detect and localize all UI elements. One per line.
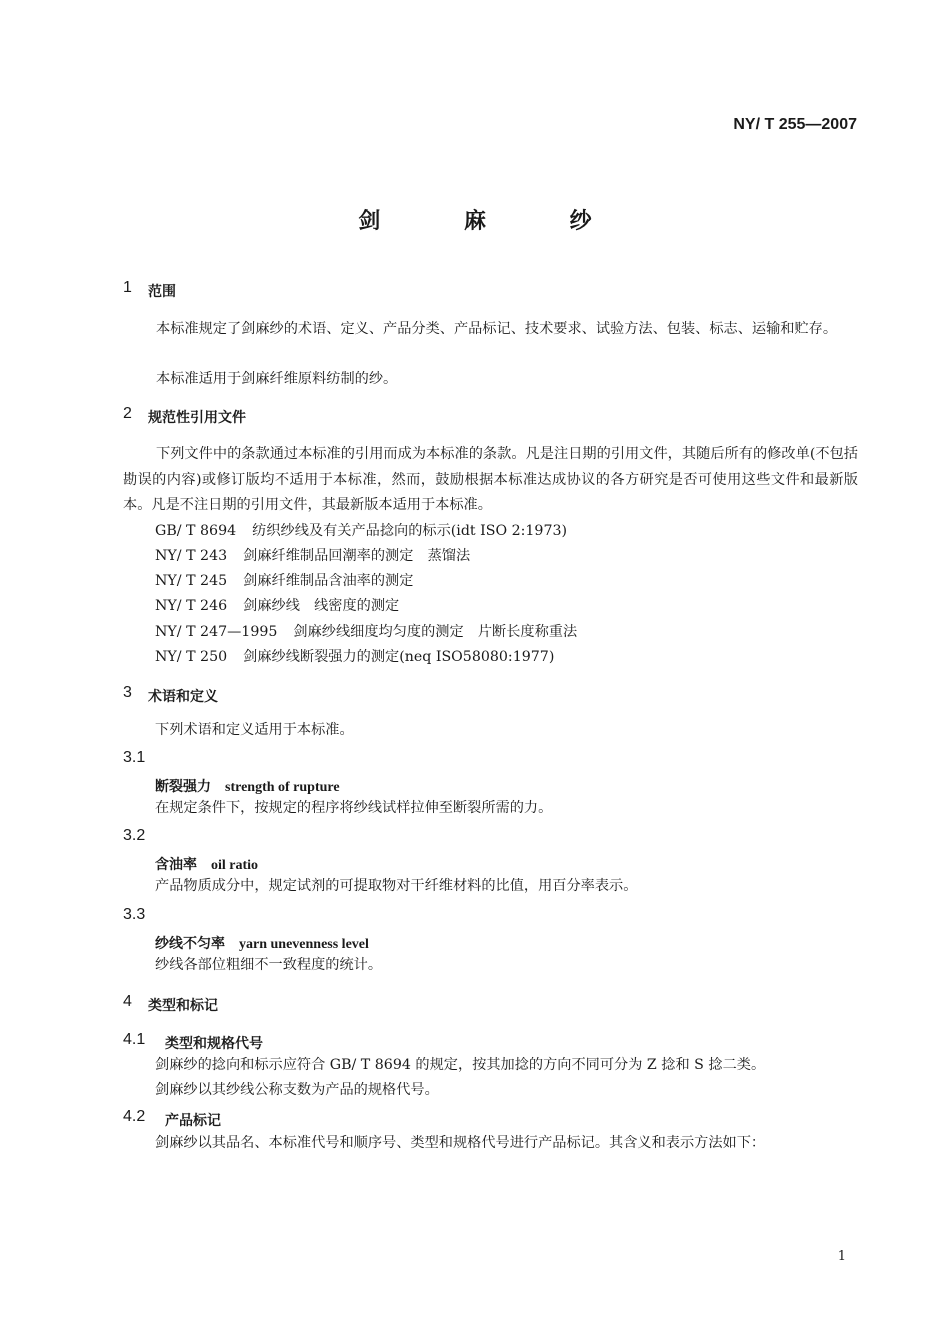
reference-title: 剑麻纤维制品回潮率的测定 蒸馏法 bbox=[243, 548, 471, 564]
reference-code: NY/ T 246 bbox=[155, 598, 228, 614]
paragraph: 剑麻纱以其品名、本标准代号和顺序号、类型和规格代号进行产品标记。其含义和表示方法如下： bbox=[155, 1135, 766, 1151]
reference-code: NY/ T 243 bbox=[155, 548, 228, 564]
reference-code: NY/ T 247—1995 bbox=[155, 624, 278, 640]
page-number: 1 bbox=[837, 1249, 846, 1264]
paragraph: 剑麻纱的捻向和标示应符合 GB/ T 8694 的规定，按其加捻的方向不同可分为 Z 捻和 S 捻二类。 bbox=[155, 1057, 766, 1073]
subsection-number: 4.1 bbox=[123, 1031, 146, 1048]
paragraph: 本标准适用于剑麻纤维原料纺制的纱。 bbox=[156, 371, 398, 387]
subsection-title: 产品标记 bbox=[165, 1113, 221, 1129]
subsection-number: 4.2 bbox=[123, 1108, 146, 1125]
section-number: 2 bbox=[123, 405, 132, 422]
term-definition: 在规定条件下，按规定的程序将纱线试样拉伸至断裂所需的力。 bbox=[155, 800, 553, 816]
term-entry bbox=[155, 933, 369, 953]
term-entry bbox=[155, 776, 340, 796]
reference-item bbox=[155, 621, 577, 641]
section-title: 规范性引用文件 bbox=[148, 410, 246, 426]
reference-item bbox=[155, 570, 413, 590]
term-chinese: 含油率 bbox=[155, 857, 197, 873]
section-title: 类型和标记 bbox=[148, 998, 218, 1014]
subsection-number: 3.1 bbox=[123, 749, 146, 766]
paragraph: 下列术语和定义适用于本标准。 bbox=[155, 722, 354, 738]
reference-item bbox=[155, 545, 470, 565]
term-chinese: 断裂强力 bbox=[155, 779, 211, 795]
term-entry bbox=[155, 854, 258, 874]
subsection-number: 3.3 bbox=[123, 906, 146, 923]
section-number: 1 bbox=[123, 279, 132, 296]
reference-code: GB/ T 8694 bbox=[155, 523, 237, 539]
subsection-title: 类型和规格代号 bbox=[165, 1036, 263, 1052]
paragraph: 本标准规定了剑麻纱的术语、定义、产品分类、产品标记、技术要求、试验方法、包装、标志、运输和贮存。 bbox=[156, 321, 838, 337]
term-definition: 产品物质成分中，规定试剂的可提取物对干纤维材料的比值，用百分率表示。 bbox=[155, 878, 638, 894]
reference-item bbox=[155, 646, 554, 666]
reference-code: NY/ T 245 bbox=[155, 573, 228, 589]
document-title: 剑 麻 纱 bbox=[358, 209, 630, 234]
section-number: 4 bbox=[123, 993, 132, 1010]
reference-item bbox=[155, 520, 567, 540]
paragraph: 下列文件中的条款通过本标准的引用而成为本标准的条款。凡是注日期的引用文件，其随后所有的修改单(不包括勘误的内容)或修订版均不适用于本标准，然而，鼓励根据本标准达成协议的各方研究是否可使用这些文件和最新版本。凡是不注日期的引用文件，其最新版本适用于本标准。 bbox=[123, 446, 858, 513]
reference-title: 纺织纱线及有关产品捻向的标示(idt ISO 2:1973) bbox=[252, 523, 568, 539]
section-number: 3 bbox=[123, 684, 132, 701]
term-english: strength of rupture bbox=[225, 780, 340, 795]
paragraph: 剑麻纱以其纱线公称支数为产品的规格代号。 bbox=[155, 1082, 439, 1098]
term-english: yarn unevenness level bbox=[239, 937, 369, 952]
term-chinese: 纱线不匀率 bbox=[155, 936, 225, 952]
reference-code: NY/ T 250 bbox=[155, 649, 228, 665]
section-title: 范围 bbox=[148, 284, 176, 300]
subsection-number: 3.2 bbox=[123, 827, 146, 844]
reference-title: 剑麻纱线断裂强力的测定(neq ISO58080:1977) bbox=[243, 649, 555, 665]
term-definition: 纱线各部位粗细不一致程度的统计。 bbox=[155, 957, 383, 973]
reference-title: 剑麻纱线细度均匀度的测定 片断长度称重法 bbox=[293, 624, 578, 640]
standard-code: NY/ T 255—2007 bbox=[733, 116, 857, 133]
reference-item bbox=[155, 595, 399, 615]
reference-title: 剑麻纤维制品含油率的测定 bbox=[243, 573, 414, 589]
term-english: oil ratio bbox=[211, 858, 259, 873]
reference-title: 剑麻纱线 线密度的测定 bbox=[243, 598, 400, 614]
section-title: 术语和定义 bbox=[148, 689, 218, 705]
